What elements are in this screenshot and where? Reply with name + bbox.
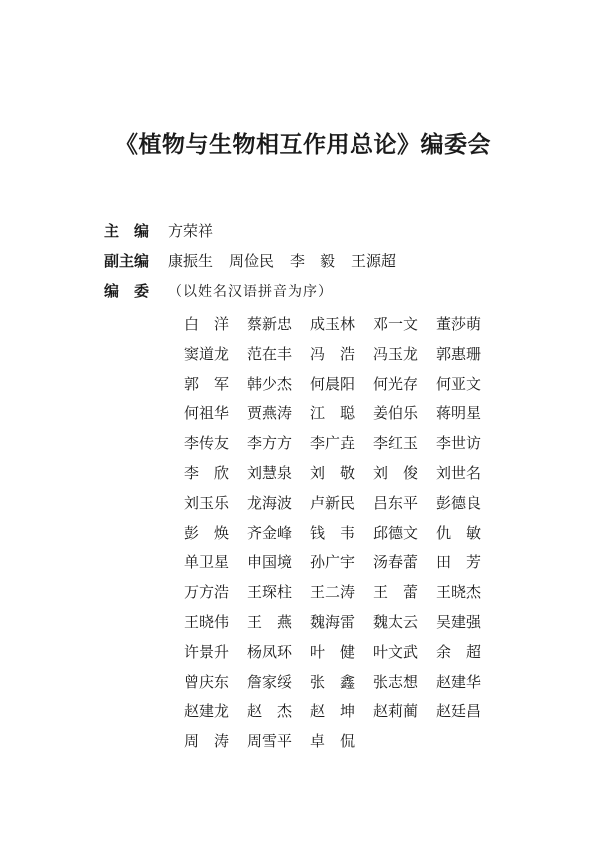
deputy-chief-editor-names xyxy=(168,249,412,273)
member-name: 郭惠珊 xyxy=(436,344,482,363)
member-name: 刘慧泉 xyxy=(247,463,293,482)
member-name: 孙广宇 xyxy=(310,553,356,572)
member-name: 王 蕾 xyxy=(373,583,419,602)
member-name: 王 燕 xyxy=(247,612,293,631)
member-name: 王晓伟 xyxy=(184,612,230,631)
member-row xyxy=(184,372,504,402)
member-name: 江 聪 xyxy=(310,404,356,423)
member-row xyxy=(184,670,504,700)
member-name: 周雪平 xyxy=(247,732,293,751)
member-row xyxy=(184,640,504,670)
member-name: 刘 敬 xyxy=(310,463,356,482)
member-name: 王琛柱 xyxy=(247,583,293,602)
member-row xyxy=(184,342,504,372)
member-row xyxy=(184,521,504,551)
member-name: 申国境 xyxy=(247,553,293,572)
member-name: 李传友 xyxy=(184,434,230,453)
member-name: 许景升 xyxy=(184,642,230,661)
member-row xyxy=(184,610,504,640)
member-name: 彭 焕 xyxy=(184,523,230,542)
member-name: 吕东平 xyxy=(373,493,419,512)
member-name: 何光存 xyxy=(373,374,419,393)
deputy-editor-name: 王源超 xyxy=(351,252,397,270)
member-name: 王晓杰 xyxy=(436,583,482,602)
member-name: 叶 健 xyxy=(310,642,356,661)
member-name: 白 洋 xyxy=(184,315,230,333)
member-name: 田 芳 xyxy=(436,553,482,572)
member-name: 曾庆东 xyxy=(184,672,230,691)
member-name: 赵莉蔺 xyxy=(373,702,419,721)
member-name: 彭德良 xyxy=(436,493,482,512)
member-name: 叶文武 xyxy=(373,642,419,661)
member-name: 吴建强 xyxy=(436,612,482,631)
member-name: 李世访 xyxy=(436,434,482,453)
member-name: 余 超 xyxy=(436,642,482,661)
member-name: 郭 军 xyxy=(184,374,230,393)
member-row xyxy=(184,580,504,610)
member-row xyxy=(184,699,504,729)
member-name: 刘玉乐 xyxy=(184,493,230,512)
member-name: 魏太云 xyxy=(373,612,419,631)
member-name: 何晨阳 xyxy=(310,374,356,393)
member-name: 张志想 xyxy=(373,672,419,691)
member-row xyxy=(184,491,504,521)
member-name: 窦道龙 xyxy=(184,344,230,363)
member-name: 蔡新忠 xyxy=(247,315,293,333)
member-name: 邓一文 xyxy=(373,315,419,333)
member-row xyxy=(184,431,504,461)
member-name: 成玉林 xyxy=(310,315,356,333)
member-name: 何祖华 xyxy=(184,404,230,423)
member-name: 李方方 xyxy=(247,434,293,453)
member-name: 龙海波 xyxy=(247,493,293,512)
member-row xyxy=(184,461,504,491)
member-name: 李 欣 xyxy=(184,463,230,482)
editorial-members-list xyxy=(184,312,504,759)
member-name: 韩少杰 xyxy=(247,374,293,393)
member-row xyxy=(184,550,504,580)
deputy-chief-editor-label: 副主编 xyxy=(104,252,150,270)
member-row xyxy=(184,729,504,759)
member-name: 赵 杰 xyxy=(247,702,293,721)
member-name: 赵 坤 xyxy=(310,702,356,721)
member-name: 仇 敏 xyxy=(436,523,482,542)
member-row xyxy=(184,312,504,342)
deputy-editor-name: 李 毅 xyxy=(290,252,336,270)
chief-editor-name: 方荣祥 xyxy=(168,222,214,240)
member-name: 赵建华 xyxy=(436,672,482,691)
member-name: 单卫星 xyxy=(184,553,230,572)
chief-editor-row xyxy=(104,219,213,243)
deputy-editor-name: 周俭民 xyxy=(229,252,275,270)
editorial-members-label: 编 委 xyxy=(104,282,150,300)
deputy-editor-name: 康振生 xyxy=(168,252,214,270)
member-name: 卢新民 xyxy=(310,493,356,512)
member-name: 魏海雷 xyxy=(310,612,356,631)
member-name: 钱 韦 xyxy=(310,523,356,542)
member-name: 王二涛 xyxy=(310,583,356,602)
member-name: 贾燕涛 xyxy=(247,404,293,423)
chief-editor-label: 主 编 xyxy=(104,222,150,240)
deputy-chief-editor-row xyxy=(104,249,412,273)
member-name: 李红玉 xyxy=(373,434,419,453)
member-name: 卓 侃 xyxy=(310,732,356,751)
member-name: 齐金峰 xyxy=(247,523,293,542)
member-name: 冯玉龙 xyxy=(373,344,419,363)
member-name: 万方浩 xyxy=(184,583,230,602)
member-name: 何亚文 xyxy=(436,374,482,393)
editorial-members-row xyxy=(104,279,333,303)
editorial-members-note: （以姓名汉语拼音为序） xyxy=(168,284,333,300)
member-row xyxy=(184,401,504,431)
member-name: 蒋明星 xyxy=(436,404,482,423)
member-name: 刘 俊 xyxy=(373,463,419,482)
member-name: 董莎萌 xyxy=(436,315,482,333)
member-name: 李广垚 xyxy=(310,434,356,453)
member-name: 周 涛 xyxy=(184,732,230,751)
member-name: 范在丰 xyxy=(247,344,293,363)
member-name: 张 鑫 xyxy=(310,672,356,691)
page-title: 《植物与生物相互作用总论》编委会 xyxy=(115,131,491,158)
member-name: 刘世名 xyxy=(436,463,482,482)
member-name: 姜伯乐 xyxy=(373,404,419,423)
member-name: 邱德文 xyxy=(373,523,419,542)
member-name: 赵廷昌 xyxy=(436,702,482,721)
member-name: 詹家绥 xyxy=(247,672,293,691)
member-name: 冯 浩 xyxy=(310,344,356,363)
member-name: 汤春蕾 xyxy=(373,553,419,572)
member-name: 杨凤环 xyxy=(247,642,293,661)
member-name: 赵建龙 xyxy=(184,702,230,721)
